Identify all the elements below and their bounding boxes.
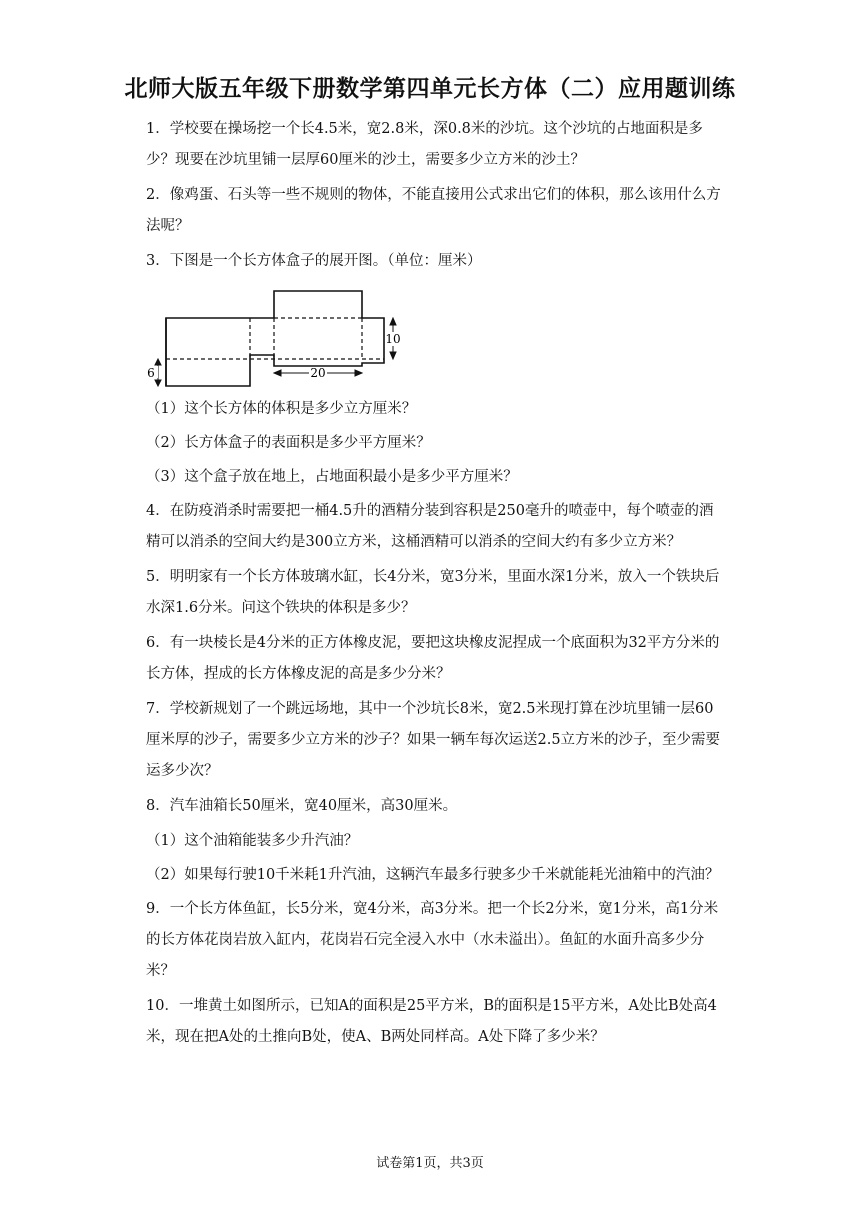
question-4: 4．在防疫消杀时需要把一桶4.5升的酒精分装到容积是250毫升的喷壶中，每个喷壶的酒精可以消杀的空间大约是300立方米，这桶酒精可以消杀的空间大约有多少立方米？ [146, 503, 714, 550]
question-6: 6．有一块棱长是4分米的正方体橡皮泥，要把这块橡皮泥捏成一个底面积为32平方分米的长方体，捏成的长方体橡皮泥的高是多少分米？ [146, 635, 720, 682]
dim-10-arrow-top [390, 318, 396, 325]
net-outline [166, 291, 384, 386]
box-net-figure [146, 281, 722, 394]
question-10: 10．一堆黄土如图所示，已知A的面积是25平方米，B的面积是15平方米，A处比B处高4米，现在把A处的土推向B处，使A、B两处同样高。A处下降了多少米？ [146, 998, 717, 1045]
dim-20-arrow-left [274, 370, 281, 376]
dim-20-label: 20 [310, 366, 326, 380]
question-3-part-2: （2）长方体盒子的表面积是多少平方厘米？ [146, 435, 431, 451]
question-1: 1．学校要在操场挖一个长4.5米，宽2.8米，深0.8米的沙坑。这个沙坑的占地面积是多少？现要在沙坑里铺一层厚60厘米的沙土，需要多少立方米的沙土？ [146, 121, 703, 168]
question-3: 3．下图是一个长方体盒子的展开图。（单位：厘米） [146, 253, 482, 269]
question-9: 9．一个长方体鱼缸，长5分米，宽4分米，高3分米。把一个长2分米，宽1分米，高1分米的长方体花岗岩放入缸内，花岗岩石完全浸入水中（水未溢出）。鱼缸的水面升高多少分米？ [146, 901, 719, 979]
question-2: 2．像鸡蛋、石头等一些不规则的物体，不能直接用公式求出它们的体积，那么该用什么方法呢？ [146, 187, 721, 234]
box-net-diagram [146, 281, 722, 394]
question-5: 5．明明家有一个长方体玻璃水缸，长4分米，宽3分米，里面水深1分米，放入一个铁块后水深1.6分米。问这个铁块的体积是多少？ [146, 569, 720, 616]
question-8: 8．汽车油箱长50厘米，宽40厘米，高30厘米。 [146, 798, 458, 814]
question-list [146, 114, 722, 1057]
page-title: 北师大版五年级下册数学第四单元长方体（二）应用题训练 [124, 76, 736, 102]
dim-6-arrow-top [155, 359, 161, 365]
dim-10-label: 10 [385, 332, 401, 346]
question-3-part-3: （3）这个盒子放在地上，占地面积最小是多少平方厘米？ [146, 469, 518, 485]
dim-10-arrow-bottom [390, 352, 396, 359]
dim-6-arrow-bottom [155, 380, 161, 386]
page-footer: 试卷第1页，共3页 [376, 1156, 484, 1171]
question-8-part-2: （2）如果每行驶10千米耗1升汽油，这辆汽车最多行驶多少千米就能耗光油箱中的汽油？ [146, 867, 720, 883]
question-8-part-1: （1）这个油箱能装多少升汽油？ [146, 833, 359, 849]
dim-20-arrow-right [355, 370, 362, 376]
question-7: 7．学校新规划了一个跳远场地，其中一个沙坑长8米，宽2.5米现打算在沙坑里铺一层60厘米厚的沙子，需要多少立方米的沙子？如果一辆车每次运送2.5立方米的沙子，至少需要运多少次？ [146, 701, 721, 779]
question-3-part-1: （1）这个长方体的体积是多少立方厘米？ [146, 401, 417, 417]
dim-6-label: 6 [147, 366, 155, 380]
